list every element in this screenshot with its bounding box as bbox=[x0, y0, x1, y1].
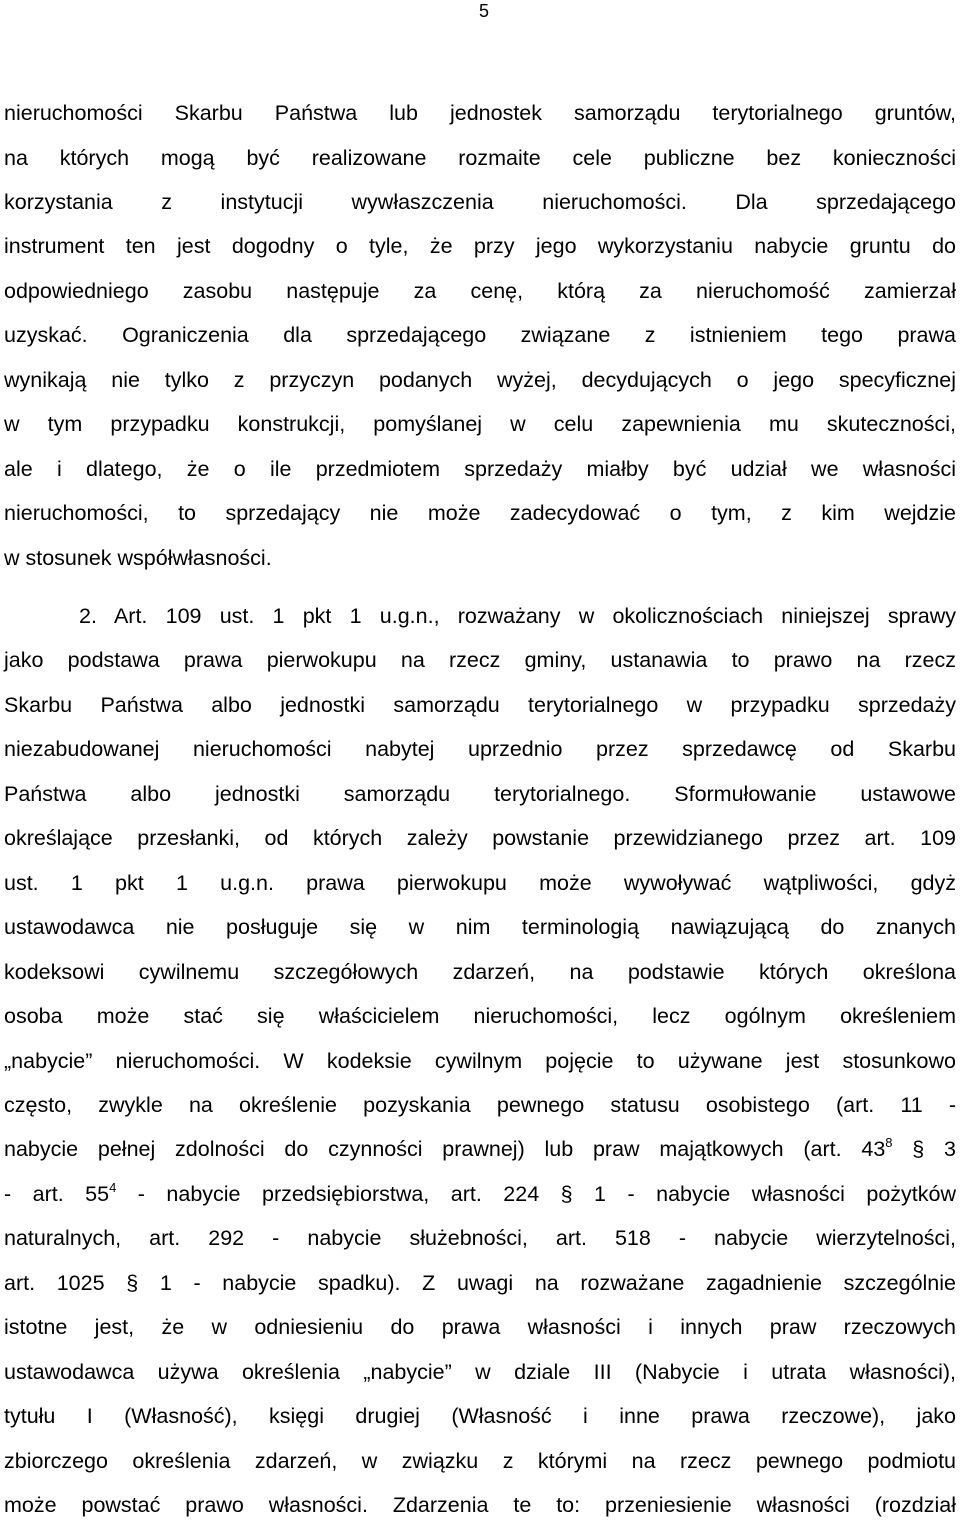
text-line bbox=[4, 957, 956, 987]
text-segment: ustawodawca używa określenia „nabycie” w dziale III (Nabycie i utrata własności), bbox=[4, 1360, 956, 1384]
text-segment: odpowiedniego zasobu następuje za cenę, którą za nieruchomość zamierzał bbox=[4, 279, 956, 303]
text-line bbox=[4, 1490, 956, 1520]
text-line bbox=[4, 645, 956, 675]
text-segment: nabycie pełnej zdolności do czynności prawnej) lub praw majątkowych (art. 43 bbox=[4, 1137, 886, 1161]
text-segment: § 3 bbox=[892, 1137, 956, 1161]
text-segment: ustawodawca nie posługuje się w nim terminologią nawiązującą do znanych bbox=[4, 915, 956, 939]
text-line bbox=[4, 690, 956, 720]
text-segment: ale i dlatego, że o ile przedmiotem sprzedaży miałby być udział we własności bbox=[4, 457, 956, 481]
text-line bbox=[4, 1090, 956, 1120]
text-line bbox=[4, 823, 956, 853]
text-line bbox=[4, 454, 956, 484]
text-line bbox=[4, 1223, 956, 1253]
text-segment: może powstać prawo własności. Zdarzenia te to: przeniesienie własności (rozdział bbox=[4, 1493, 956, 1517]
text-line bbox=[4, 231, 956, 261]
text-line bbox=[4, 1001, 956, 1031]
text-segment: uzyskać. Ograniczenia dla sprzedającego związane z istnieniem tego prawa bbox=[4, 323, 956, 347]
text-segment: zbiorczego określenia zdarzeń, w związku z którymi na rzecz pewnego podmiotu bbox=[4, 1449, 956, 1473]
text-segment: Państwa albo jednostki samorządu terytorialnego. Sformułowanie ustawowe bbox=[4, 782, 956, 806]
text-segment: określające przesłanki, od których zależy powstanie przewidzianego przez art. 109 bbox=[4, 826, 956, 850]
text-line bbox=[4, 1134, 956, 1164]
page-number: 5 bbox=[478, 1, 489, 21]
text-segment: - nabycie przedsiębiorstwa, art. 224 § 1 - nabycie własności pożytków bbox=[116, 1182, 956, 1206]
text-line bbox=[4, 912, 956, 942]
text-line bbox=[4, 543, 956, 573]
text-line bbox=[4, 276, 956, 306]
text-segment: korzystania z instytucji wywłaszczenia nieruchomości. Dla sprzedającego bbox=[4, 190, 956, 214]
text-segment: osoba może stać się właścicielem nieruchomości, lecz ogólnym określeniem bbox=[4, 1004, 956, 1028]
text-segment: wynikają nie tylko z przyczyn podanych wyżej, decydujących o jego specyficznej bbox=[4, 368, 956, 392]
text-line bbox=[4, 409, 956, 439]
text-line bbox=[4, 498, 956, 528]
superscript: 8 bbox=[885, 1135, 893, 1150]
text-segment: kodeksowi cywilnemu szczegółowych zdarzeń, na podstawie których określona bbox=[4, 960, 956, 984]
text-line bbox=[4, 320, 956, 350]
text-segment: art. 1025 § 1 - nabycie spadku). Z uwagi na rozważane zagadnienie szczególnie bbox=[4, 1271, 956, 1295]
text-segment: - art. 55 bbox=[4, 1182, 110, 1206]
superscript: 4 bbox=[109, 1180, 117, 1195]
text-segment: Skarbu Państwa albo jednostki samorządu terytorialnego w przypadku sprzedaży bbox=[4, 693, 956, 717]
text-segment: 2. Art. 109 ust. 1 pkt 1 u.g.n., rozważany w okolicznościach niniejszej sprawy bbox=[79, 604, 956, 628]
text-line bbox=[4, 1357, 956, 1387]
text-line bbox=[4, 1179, 956, 1209]
text-segment: nieruchomości, to sprzedający nie może zadecydować o tym, z kim wejdzie bbox=[4, 501, 956, 525]
text-segment: naturalnych, art. 292 - nabycie służebności, art. 518 - nabycie wierzytelności, bbox=[4, 1226, 956, 1250]
text-segment: niezabudowanej nieruchomości nabytej uprzednio przez sprzedawcę od Skarbu bbox=[4, 737, 956, 761]
text-segment: w tym przypadku konstrukcji, pomyślanej w celu zapewnienia mu skuteczności, bbox=[4, 412, 956, 436]
text-line bbox=[4, 187, 956, 217]
text-line bbox=[79, 601, 956, 631]
text-segment: nieruchomości Skarbu Państwa lub jednostek samorządu terytorialnego gruntów, bbox=[4, 101, 956, 125]
text-line bbox=[4, 1446, 956, 1476]
text-segment: tytułu I (Własność), księgi drugiej (Własność i inne prawa rzeczowe), jako bbox=[4, 1404, 956, 1428]
text-line bbox=[4, 1401, 956, 1431]
text-segment: ust. 1 pkt 1 u.g.n. prawa pierwokupu może wywoływać wątpliwości, gdyż bbox=[4, 871, 956, 895]
text-line bbox=[4, 98, 956, 128]
text-line bbox=[4, 734, 956, 764]
text-segment: często, zwykle na określenie pozyskania pewnego statusu osobistego (art. 11 - bbox=[4, 1093, 956, 1117]
text-line bbox=[4, 1046, 956, 1076]
text-segment: w stosunek współwłasności. bbox=[4, 546, 272, 570]
text-segment: instrument ten jest dogodny o tyle, że przy jego wykorzystaniu nabycie gruntu do bbox=[4, 234, 956, 258]
text-line bbox=[4, 1312, 956, 1342]
text-line bbox=[4, 1268, 956, 1298]
text-segment: na których mogą być realizowane rozmaite cele publiczne bez konieczności bbox=[4, 146, 956, 170]
text-segment: „nabycie” nieruchomości. W kodeksie cywilnym pojęcie to używane jest stosunkowo bbox=[4, 1049, 956, 1073]
text-line bbox=[4, 365, 956, 395]
text-segment: istotne jest, że w odniesieniu do prawa własności i innych praw rzeczowych bbox=[4, 1315, 956, 1339]
text-line bbox=[4, 143, 956, 173]
text-line bbox=[4, 868, 956, 898]
text-segment: jako podstawa prawa pierwokupu na rzecz gminy, ustanawia to prawo na rzecz bbox=[4, 648, 956, 672]
text-line bbox=[4, 779, 956, 809]
